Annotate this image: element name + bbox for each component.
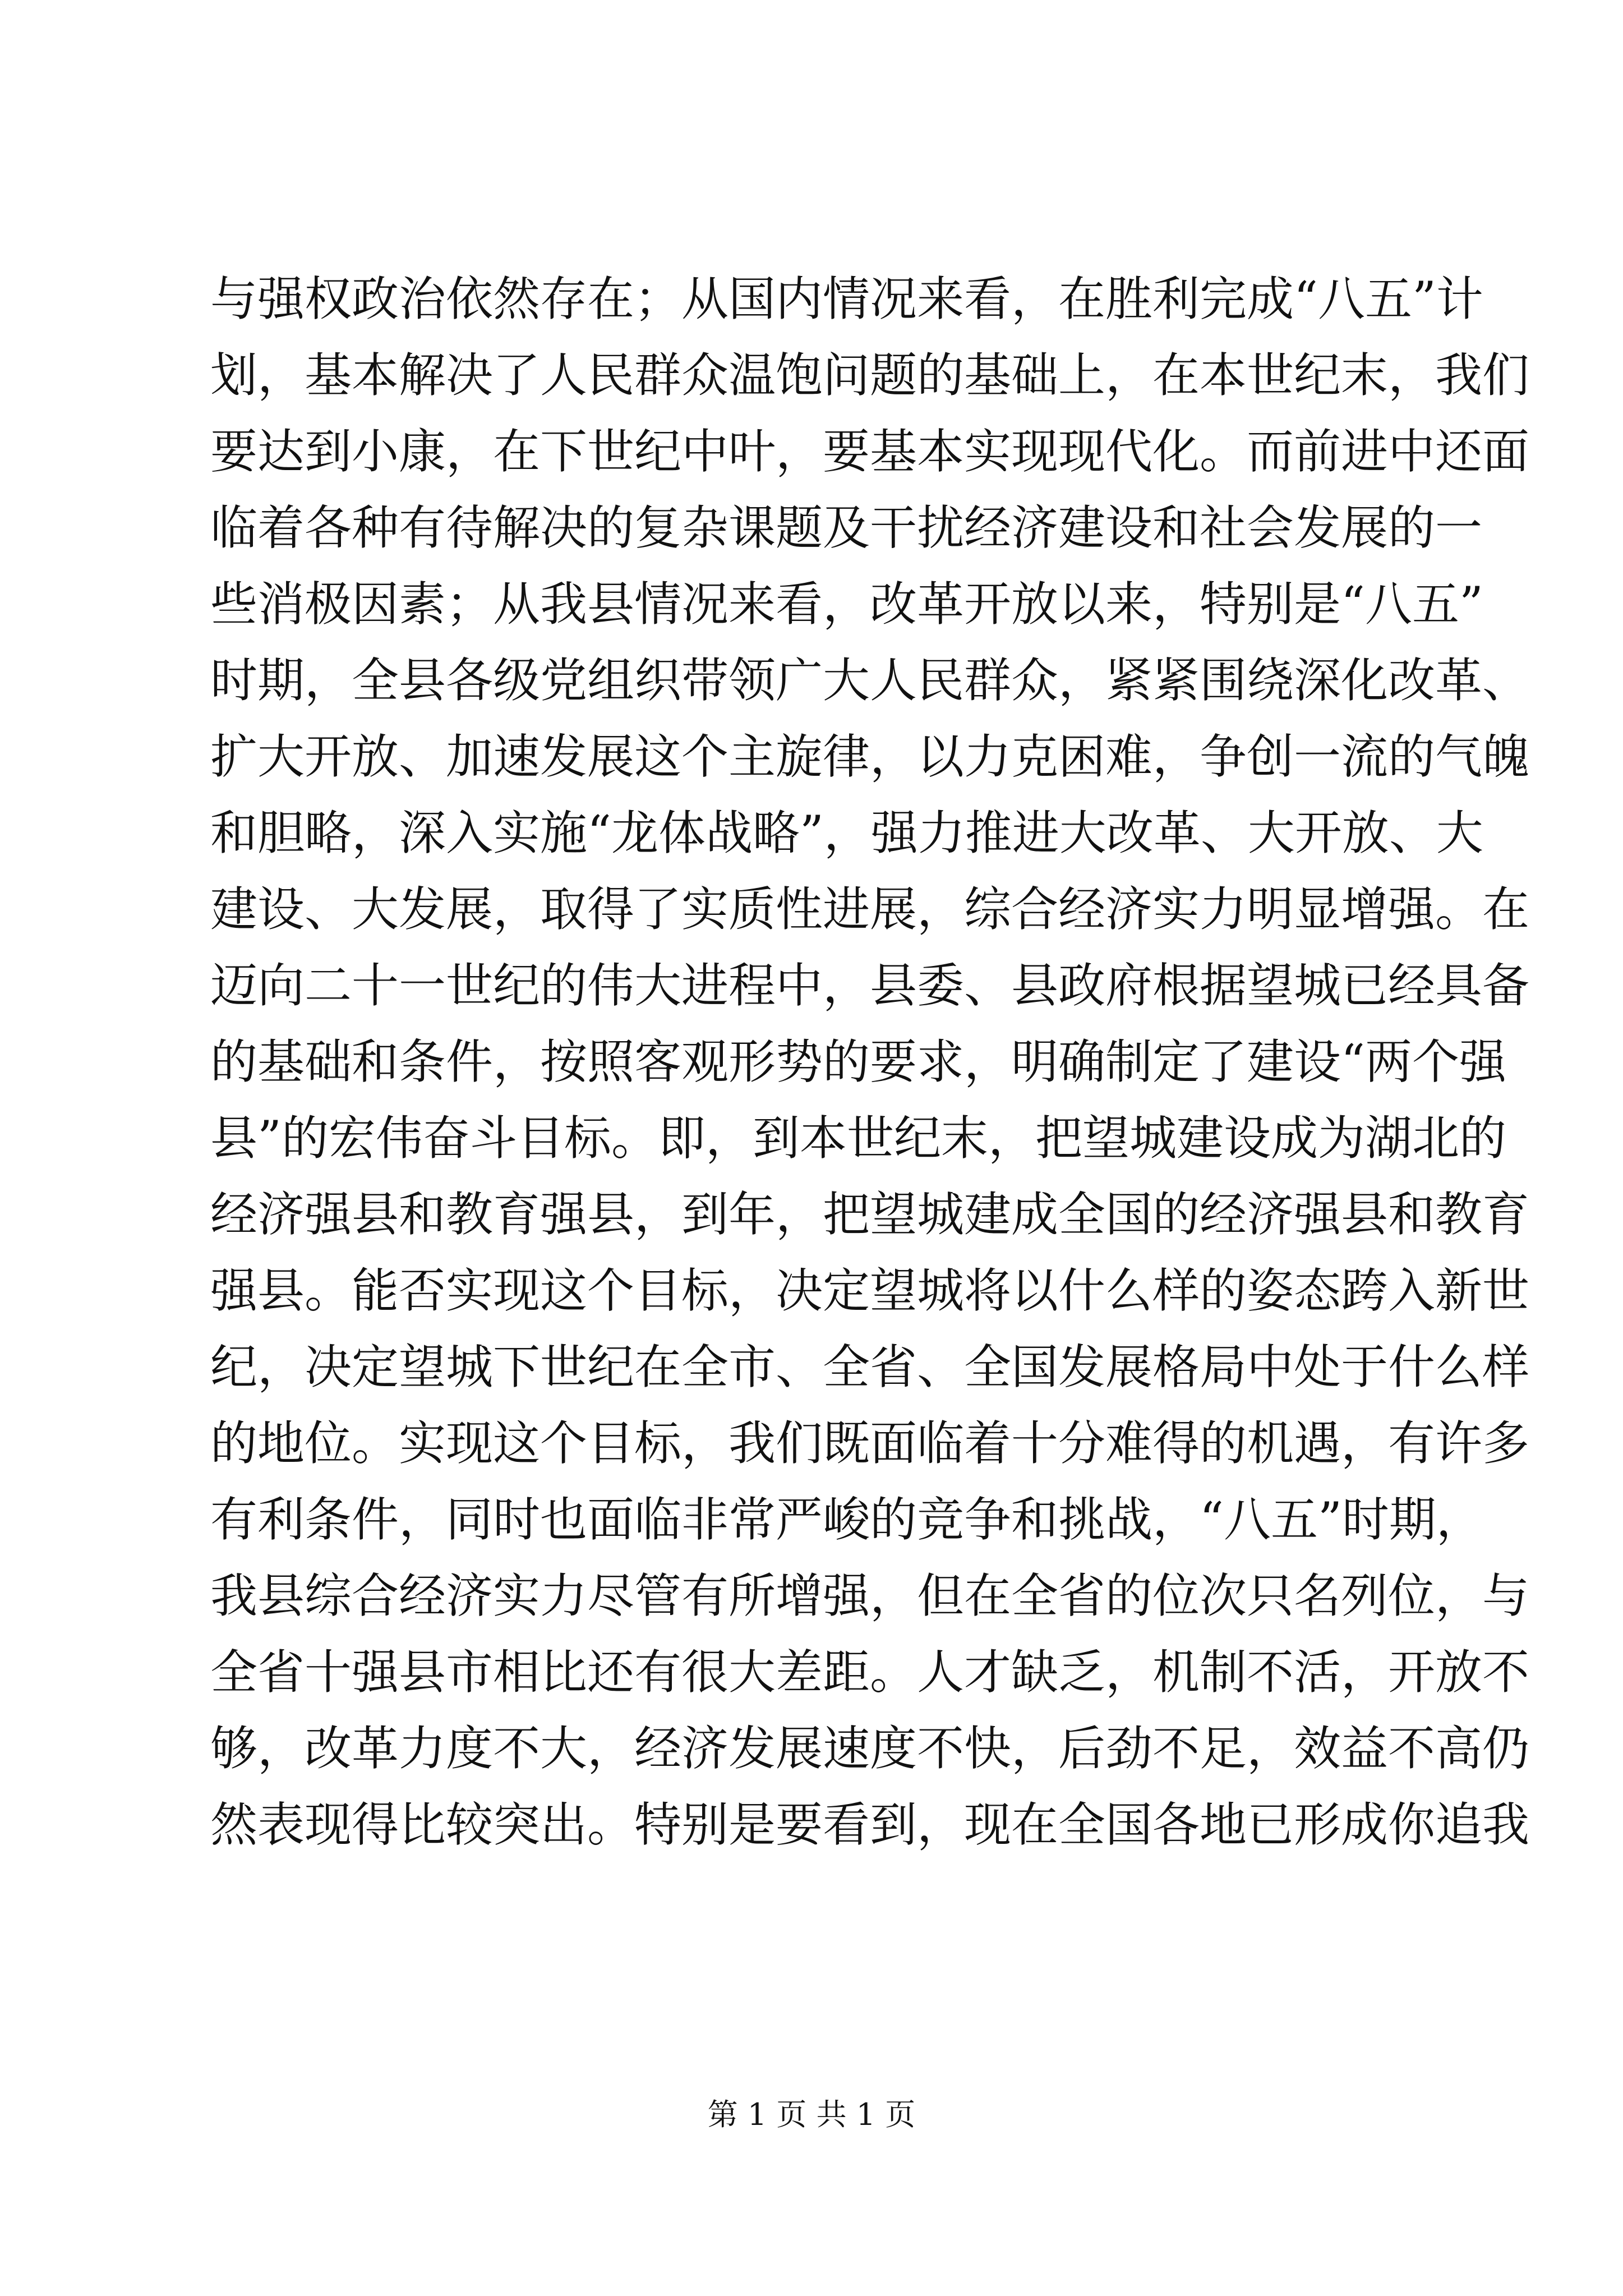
document-body: [210, 261, 1530, 1863]
text-line: 时期，全县各级党组织带领广大人民群众，紧紧围绕深化改革、: [210, 653, 1530, 708]
text-line: 强县。能否实现这个目标，决定望城将以什么样的姿态跨入新世: [210, 1263, 1530, 1318]
text-line: 扩大开放、加速发展这个主旋律，以力克困难，争创一流的气魄: [210, 729, 1530, 784]
text-line: 划，基本解决了人民群众温饱问题的基础上，在本世纪末，我们: [210, 348, 1530, 403]
text-line: 与强权政治依然存在；从国内情况来看，在胜利完成“八五”计: [210, 272, 1483, 326]
text-line: 和胆略，深入实施“龙体战略”，强力推进大改革、大开放、大: [210, 806, 1483, 861]
text-line: 然表现得比较突出。特别是要看到，现在全国各地已形成你追我: [210, 1797, 1530, 1852]
text-line: 的地位。实现这个目标，我们既面临着十分难得的机遇，有许多: [210, 1416, 1530, 1471]
text-line: 纪，决定望城下世纪在全市、全省、全国发展格局中处于什么样: [210, 1340, 1530, 1395]
text-line: 要达到小康，在下世纪中叶，要基本实现现代化。而前进中还面: [210, 424, 1530, 479]
text-line: 临着各种有待解决的复杂课题及干扰经济建设和社会发展的一: [210, 500, 1483, 555]
text-line: 迈向二十一世纪的伟大进程中，县委、县政府根据望城已经具备: [210, 958, 1530, 1013]
text-line: 全省十强县市相比还有很大差距。人才缺乏，机制不活，开放不: [210, 1645, 1530, 1700]
text-line: 建设、大发展，取得了实质性进展，综合经济实力明显增强。在: [210, 882, 1530, 937]
text-line: 我县综合经济实力尽管有所增强，但在全省的位次只名列位，与: [210, 1568, 1530, 1623]
text-line: 够，改革力度不大，经济发展速度不快，后劲不足，效益不高仍: [210, 1721, 1530, 1776]
text-line: 的基础和条件，按照客观形势的要求，明确制定了建设“两个强: [210, 1034, 1506, 1089]
text-line: 县”的宏伟奋斗目标。即，到本世纪末，把望城建设成为湖北的: [210, 1111, 1506, 1166]
page-number-footer: 第 1 页 共 1 页: [707, 2097, 916, 2132]
text-line: 经济强县和教育强县，到年，把望城建成全国的经济强县和教育: [210, 1187, 1530, 1242]
text-line: 些消极因素；从我县情况来看，改革开放以来，特别是“八五”: [210, 577, 1483, 632]
text-line: 有利条件，同时也面临非常严峻的竞争和挑战，“八五”时期，: [210, 1492, 1483, 1547]
